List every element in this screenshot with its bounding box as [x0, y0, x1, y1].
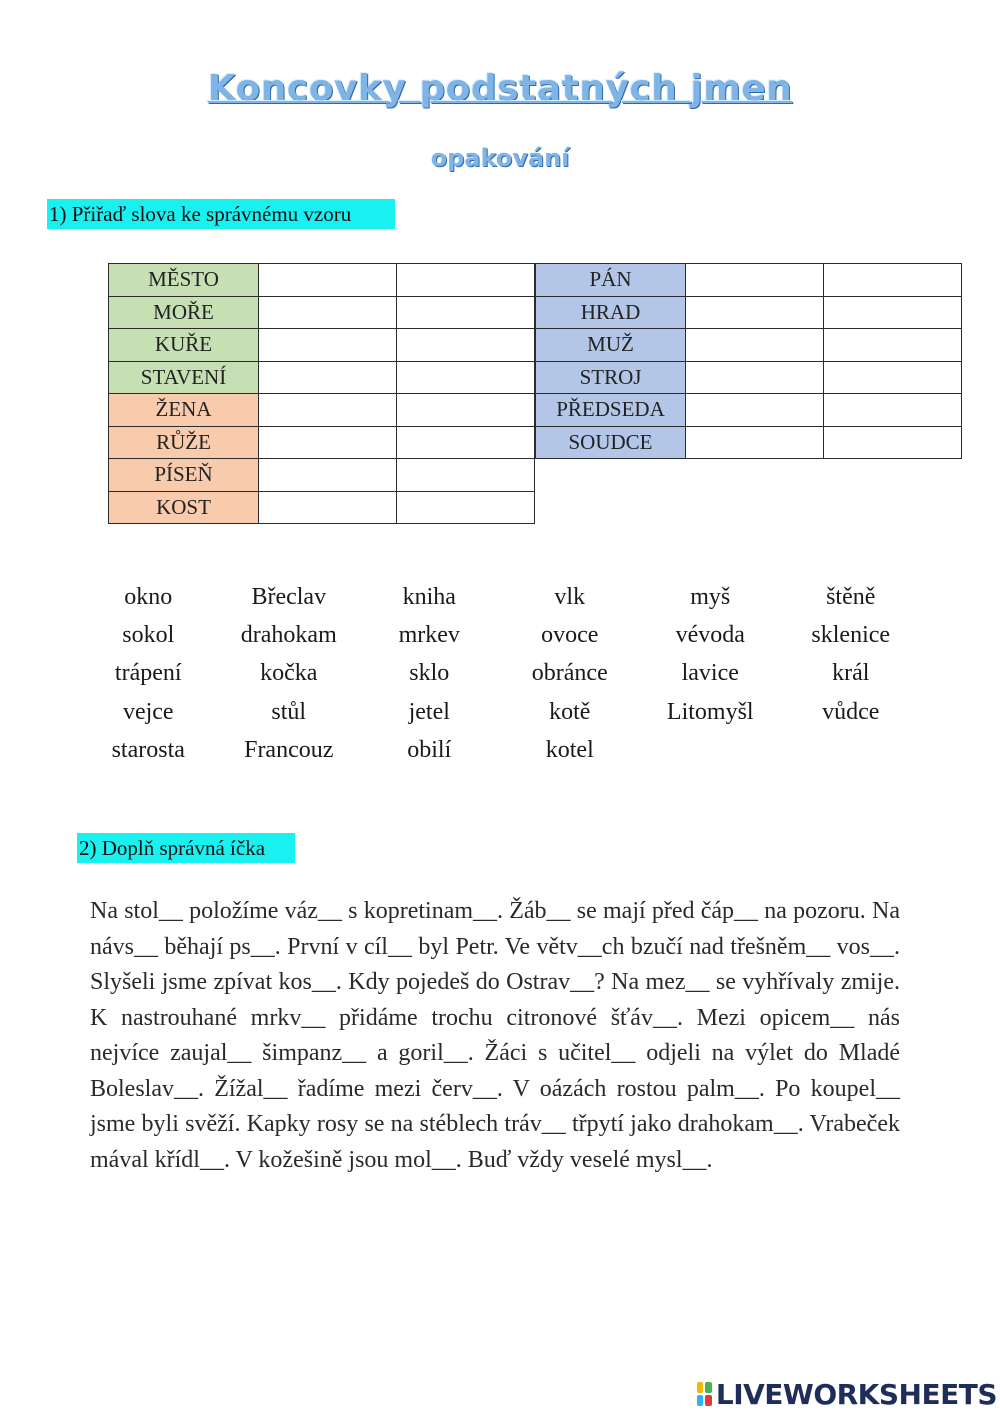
pattern-label: ŽENA [109, 394, 259, 427]
word-item[interactable]: sokol [122, 622, 175, 649]
answer-cell[interactable] [686, 296, 824, 329]
left_patterns-row [109, 491, 535, 524]
right_patterns-row [536, 426, 962, 459]
answer-cell[interactable] [824, 361, 962, 394]
word-item[interactable]: vůdce [822, 698, 880, 725]
logo-square-4 [705, 1395, 711, 1406]
pattern-label: KOST [109, 491, 259, 524]
answer-cell[interactable] [397, 296, 535, 329]
pattern-table-left [108, 263, 535, 524]
answer-cell[interactable] [824, 296, 962, 329]
word-item[interactable]: obránce [531, 660, 608, 687]
word-item[interactable]: kniha [402, 584, 456, 610]
word-item[interactable] [781, 731, 922, 769]
right_patterns-row [536, 361, 962, 394]
word-item[interactable]: kotel [545, 736, 594, 763]
word-item[interactable]: okno [124, 584, 173, 610]
liveworksheets-logo [697, 1377, 997, 1411]
logo-square-1 [697, 1382, 703, 1393]
answer-cell[interactable] [259, 329, 397, 362]
word-item[interactable]: kočka [260, 660, 318, 687]
left_patterns-row [109, 394, 535, 427]
answer-cell[interactable] [686, 361, 824, 394]
pattern-label: STROJ [536, 361, 686, 394]
answer-cell[interactable] [259, 491, 397, 524]
word-item[interactable]: král [832, 660, 870, 687]
answer-cell[interactable] [397, 329, 535, 362]
pattern-label: KUŘE [109, 329, 259, 362]
answer-cell[interactable] [397, 491, 535, 524]
answer-cell[interactable] [686, 426, 824, 459]
right_patterns-row [536, 329, 962, 362]
word-item[interactable]: sklo [409, 660, 450, 687]
pattern-label: SOUDCE [536, 426, 686, 459]
word-item[interactable]: myš [690, 584, 731, 610]
answer-cell[interactable] [259, 296, 397, 329]
left_patterns-row [109, 296, 535, 329]
answer-cell[interactable] [397, 459, 535, 492]
word-item[interactable]: Břeclav [251, 584, 327, 610]
answer-cell[interactable] [686, 329, 824, 362]
fill-in-passage [90, 894, 900, 1178]
word-item[interactable]: starosta [111, 736, 185, 763]
word-item[interactable]: sklenice [811, 622, 891, 649]
word-item[interactable]: kotě [549, 698, 591, 725]
pattern-label: MOŘE [109, 296, 259, 329]
word-item[interactable]: mrkev [398, 622, 460, 649]
word-item[interactable]: vejce [122, 698, 174, 725]
word-item[interactable]: Litomyšl [666, 698, 754, 725]
word-item[interactable]: trápení [114, 660, 182, 687]
word-item[interactable]: vévoda [675, 622, 745, 649]
page-subtitle: opakování [430, 144, 570, 172]
pattern-label: RŮŽE [109, 426, 259, 459]
pattern-label: PÁN [536, 264, 686, 297]
pattern-label: HRAD [536, 296, 686, 329]
word-item[interactable]: vlk [554, 584, 586, 610]
word-item[interactable]: jetel [408, 698, 450, 725]
logo-square-2 [705, 1382, 711, 1393]
answer-cell[interactable] [824, 264, 962, 297]
page-title: Koncovky podstatných jmen [207, 68, 793, 109]
word-item[interactable] [640, 731, 781, 769]
right_patterns-row [536, 264, 962, 297]
answer-cell[interactable] [259, 361, 397, 394]
pattern-label: STAVENÍ [109, 361, 259, 394]
logo-square-3 [697, 1395, 703, 1406]
pattern-label: PÍSEŇ [109, 459, 259, 492]
answer-cell[interactable] [397, 361, 535, 394]
word-item[interactable]: stůl [271, 698, 307, 725]
left_patterns-row [109, 264, 535, 297]
task2-heading: 2) Doplň správná íčka [77, 833, 295, 863]
logo-text: LIVEWORKSHEETS [715, 1377, 997, 1411]
answer-cell[interactable] [397, 264, 535, 297]
logo-icon [697, 1382, 712, 1406]
answer-cell[interactable] [686, 394, 824, 427]
answer-cell[interactable] [397, 426, 535, 459]
pattern-table-right [535, 263, 962, 459]
answer-cell[interactable] [259, 426, 397, 459]
pattern-label: MUŽ [536, 329, 686, 362]
passage-text: Na stol__ položíme váz__ s kopretinam__. Žáb__ se mají před čáp__ na pozoru. Na návs__ běhají ps__. První v cíl__ byl Petr. Ve větv__ch bzučí nad třešněm__ vos__. Slyšeli jsme zpívat kos__. Kdy pojedeš do Ostrav__? Na mez__ se vyhřívaly zmije. K nastrouhané mrkv__ přidáme trochu citronové šťáv__. Mezi opicem__ nás nejvíce zaujal__ šimpanz__ a goril__. Žáci s učitel__ odjeli na výlet do Mladé Boleslav__. Žížal__ řadíme mezi červ__. V oázách rostou palm__. Po koupel__ jsme byli svěží. Kapky rosy se na stéblech tráv__ třpytí jako drahokam__. Vrabeček mával křídl__. V kožešině jsou mol__. Buď vždy veselé mysl__. [90, 898, 900, 1173]
word-bank [78, 578, 921, 769]
word-item[interactable]: ovoce [541, 622, 599, 649]
answer-cell[interactable] [397, 394, 535, 427]
word-item[interactable]: obilí [407, 736, 452, 763]
pattern-label: PŘEDSEDA [536, 394, 686, 427]
right_patterns-row [536, 296, 962, 329]
left_patterns-row [109, 361, 535, 394]
left_patterns-row [109, 426, 535, 459]
left_patterns-row [109, 459, 535, 492]
word-item[interactable]: Francouz [244, 736, 334, 763]
word-item[interactable]: drahokam [240, 622, 337, 649]
pattern-label: MĚSTO [109, 264, 259, 297]
answer-cell[interactable] [686, 264, 824, 297]
answer-cell[interactable] [824, 426, 962, 459]
answer-cell[interactable] [259, 459, 397, 492]
answer-cell[interactable] [259, 394, 397, 427]
task1-heading: 1) Přiřaď slova ke správnému vzoru [47, 199, 395, 229]
answer-cell[interactable] [824, 394, 962, 427]
left_patterns-row [109, 329, 535, 362]
word-item[interactable]: lavice [681, 660, 739, 687]
word-item[interactable]: štěně [826, 584, 876, 610]
answer-cell[interactable] [259, 264, 397, 297]
answer-cell[interactable] [824, 329, 962, 362]
right_patterns-row [536, 394, 962, 427]
